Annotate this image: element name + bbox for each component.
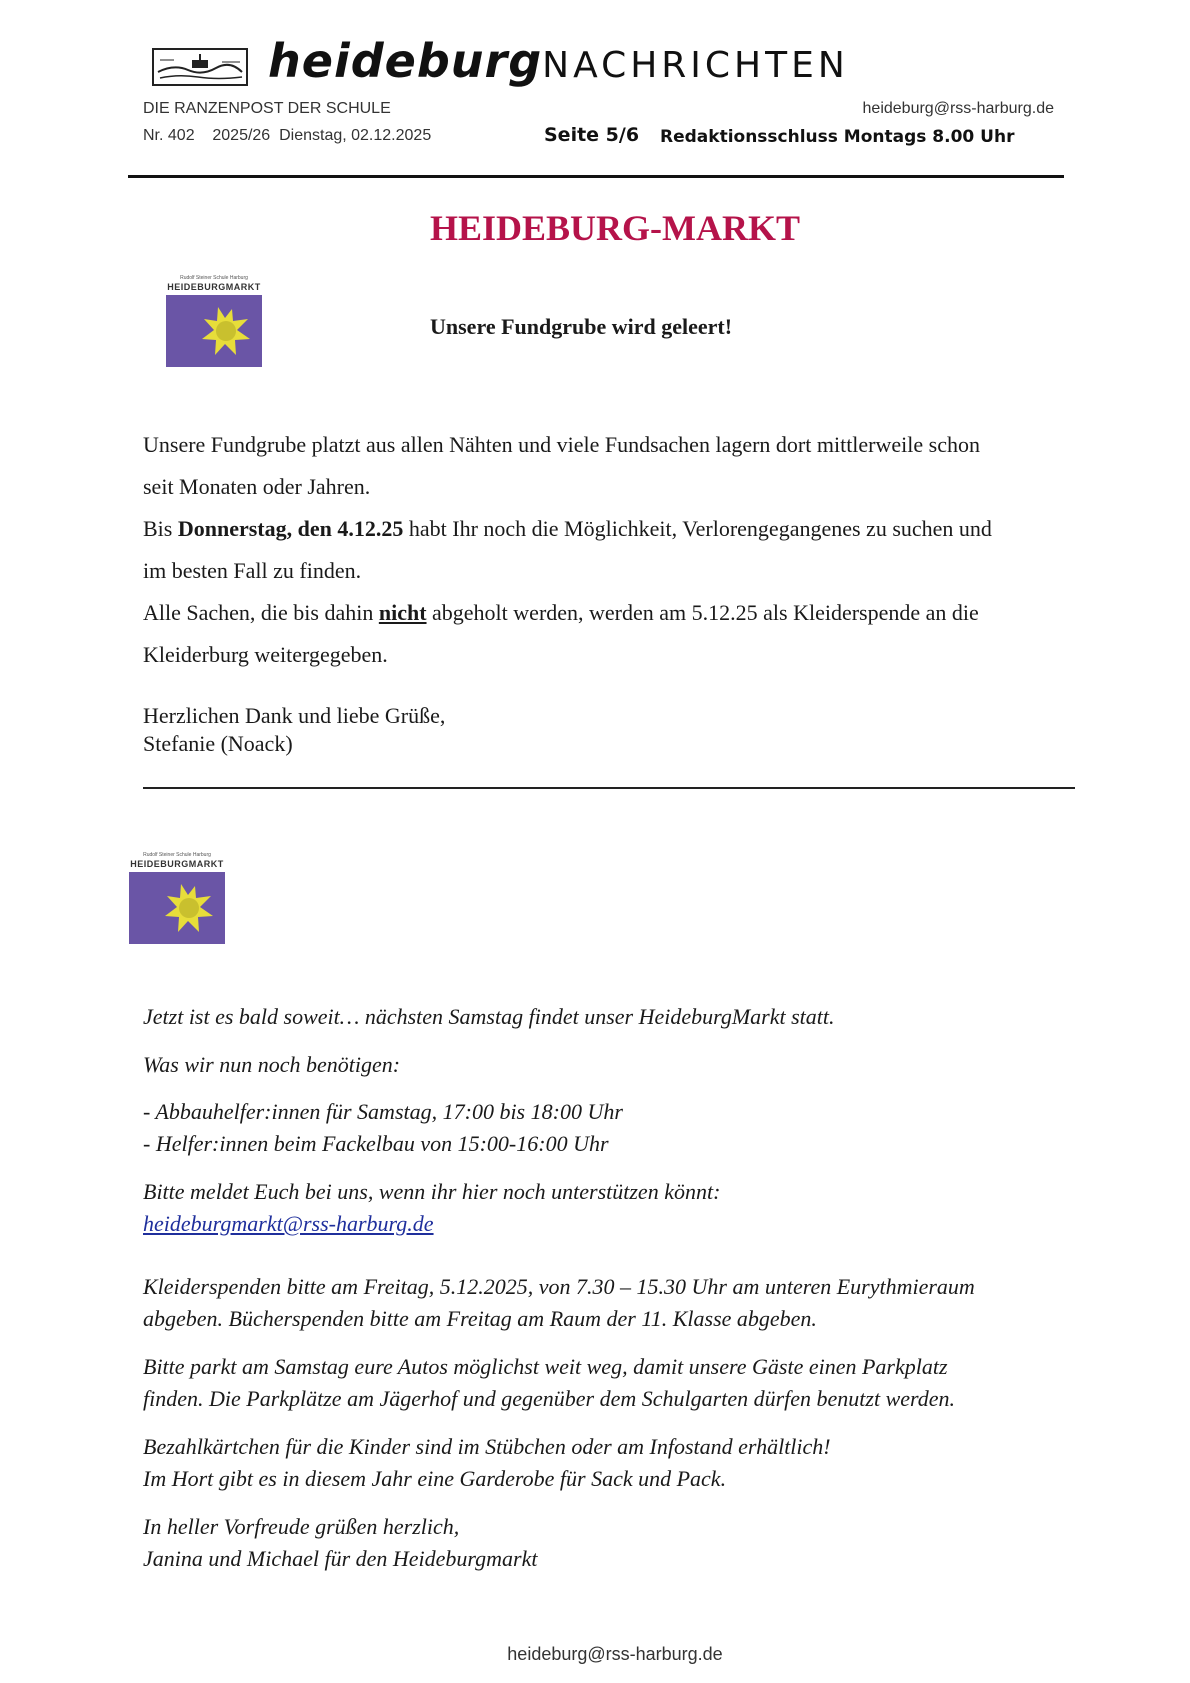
- text-line: Kleiderburg weitergegeben.: [143, 642, 388, 667]
- section-divider: [143, 787, 1075, 789]
- markt-intro: Jetzt ist es bald soweit… nächsten Samstag findet unser HeideburgMarkt statt.: [143, 1004, 835, 1029]
- text-line: finden. Die Parkplätze am Jägerhof und gegenüber dem Schulgarten dürfen benutzt werden.: [143, 1386, 956, 1411]
- text-line: Kleiderspenden bitte am Freitag, 5.12.2025, von 7.30 – 15.30 Uhr am unteren Eurythmieraum: [143, 1274, 975, 1299]
- page-number: Seite 5/6: [544, 124, 640, 146]
- text-line: im besten Fall zu finden.: [143, 558, 362, 583]
- closing-line: In heller Vorfreude grüßen herzlich,: [143, 1514, 460, 1539]
- logo-star-icon: [166, 295, 262, 367]
- greeting: Herzlichen Dank und liebe Grüße,: [143, 703, 446, 728]
- contact-text: Bitte meldet Euch bei uns, wenn ihr hier noch unterstützen könnt:: [143, 1179, 721, 1204]
- heideburgmarkt-logo: [164, 276, 264, 367]
- text-line: Unsere Fundgrube platzt aus allen Nähten und viele Fundsachen lagern dort mittlerweile schon: [143, 432, 980, 457]
- page-title: HEIDEBURG-MARKT: [429, 208, 801, 248]
- text-line: [143, 508, 1083, 550]
- text-span: Alle Sachen, die bis dahin: [143, 600, 379, 625]
- logo-name: HEIDEBURGMARKT: [167, 282, 261, 292]
- markt-donations: [143, 1271, 1103, 1335]
- header-divider: [128, 175, 1064, 178]
- markt-parking: [143, 1351, 1103, 1415]
- tagline: DIE RANZENPOST DER SCHULE: [143, 100, 391, 117]
- text-line: Im Hort gibt es in diesem Jahr eine Garderobe für Sack und Pack.: [143, 1466, 727, 1491]
- header-email: heideburg@rss-harburg.de: [862, 100, 1054, 117]
- markt-need: Was wir nun noch benötigen:: [143, 1052, 401, 1077]
- text-line: seit Monaten oder Jahren.: [143, 474, 371, 499]
- fundgrube-text: [143, 424, 1083, 676]
- logo-small-text: Rudolf Steiner Schule Harburg: [143, 852, 211, 858]
- logo-small-text: Rudolf Steiner Schule Harburg: [180, 275, 248, 281]
- markt-needs-list: [143, 1096, 1103, 1160]
- masthead-title: [268, 34, 849, 88]
- heideburgmarkt-logo: [127, 853, 227, 944]
- text-span: habt Ihr noch die Möglichkeit, Verlorengegangenes zu suchen und: [403, 516, 992, 541]
- fundgrube-heading: Unsere Fundgrube wird geleert!: [430, 314, 733, 339]
- masthead-brand: heideburg: [268, 34, 543, 88]
- issue-info: Nr. 402 2025/26 Dienstag, 02.12.2025: [143, 127, 432, 144]
- fundgrube-signoff: [143, 702, 1083, 758]
- text-span: abgeholt werden, werden am 5.12.25 als Kleiderspende an die: [426, 600, 979, 625]
- deadline: Redaktionsschluss Montags 8.00 Uhr: [660, 127, 1015, 147]
- contact-email-link[interactable]: heideburgmarkt@rss-harburg.de: [143, 1211, 434, 1236]
- closing-signature: Janina und Michael für den Heideburgmarkt: [143, 1546, 538, 1571]
- markt-cards: [143, 1431, 1103, 1495]
- list-item: - Abbauhelfer:innen für Samstag, 17:00 bis 18:00 Uhr: [143, 1099, 623, 1124]
- masthead: [152, 34, 1042, 92]
- list-item: - Helfer:innen beim Fackelbau von 15:00-16:00 Uhr: [143, 1131, 609, 1156]
- logo-star-icon: [129, 872, 225, 944]
- masthead-subtitle: NACHRICHTEN: [542, 45, 849, 86]
- emphasis-nicht: nicht: [378, 600, 427, 625]
- signature: Stefanie (Noack): [143, 731, 293, 756]
- markt-closing: [143, 1511, 1103, 1575]
- masthead-logo-image: [152, 48, 248, 86]
- deadline-date: Donnerstag, den 4.12.25: [177, 516, 404, 541]
- logo-name: HEIDEBURGMARKT: [130, 859, 224, 869]
- text-line: [143, 592, 1083, 634]
- text-span: Bis: [143, 516, 178, 541]
- footer-email: heideburg@rss-harburg.de: [507, 1644, 723, 1664]
- text-line: Bitte parkt am Samstag eure Autos möglichst weit weg, damit unsere Gäste einen Parkplatz: [143, 1354, 948, 1379]
- markt-contact: [143, 1176, 1103, 1240]
- text-line: abgeben. Bücherspenden bitte am Freitag am Raum der 11. Klasse abgeben.: [143, 1306, 817, 1331]
- text-line: Bezahlkärtchen für die Kinder sind im Stübchen oder am Infostand erhältlich!: [143, 1434, 831, 1459]
